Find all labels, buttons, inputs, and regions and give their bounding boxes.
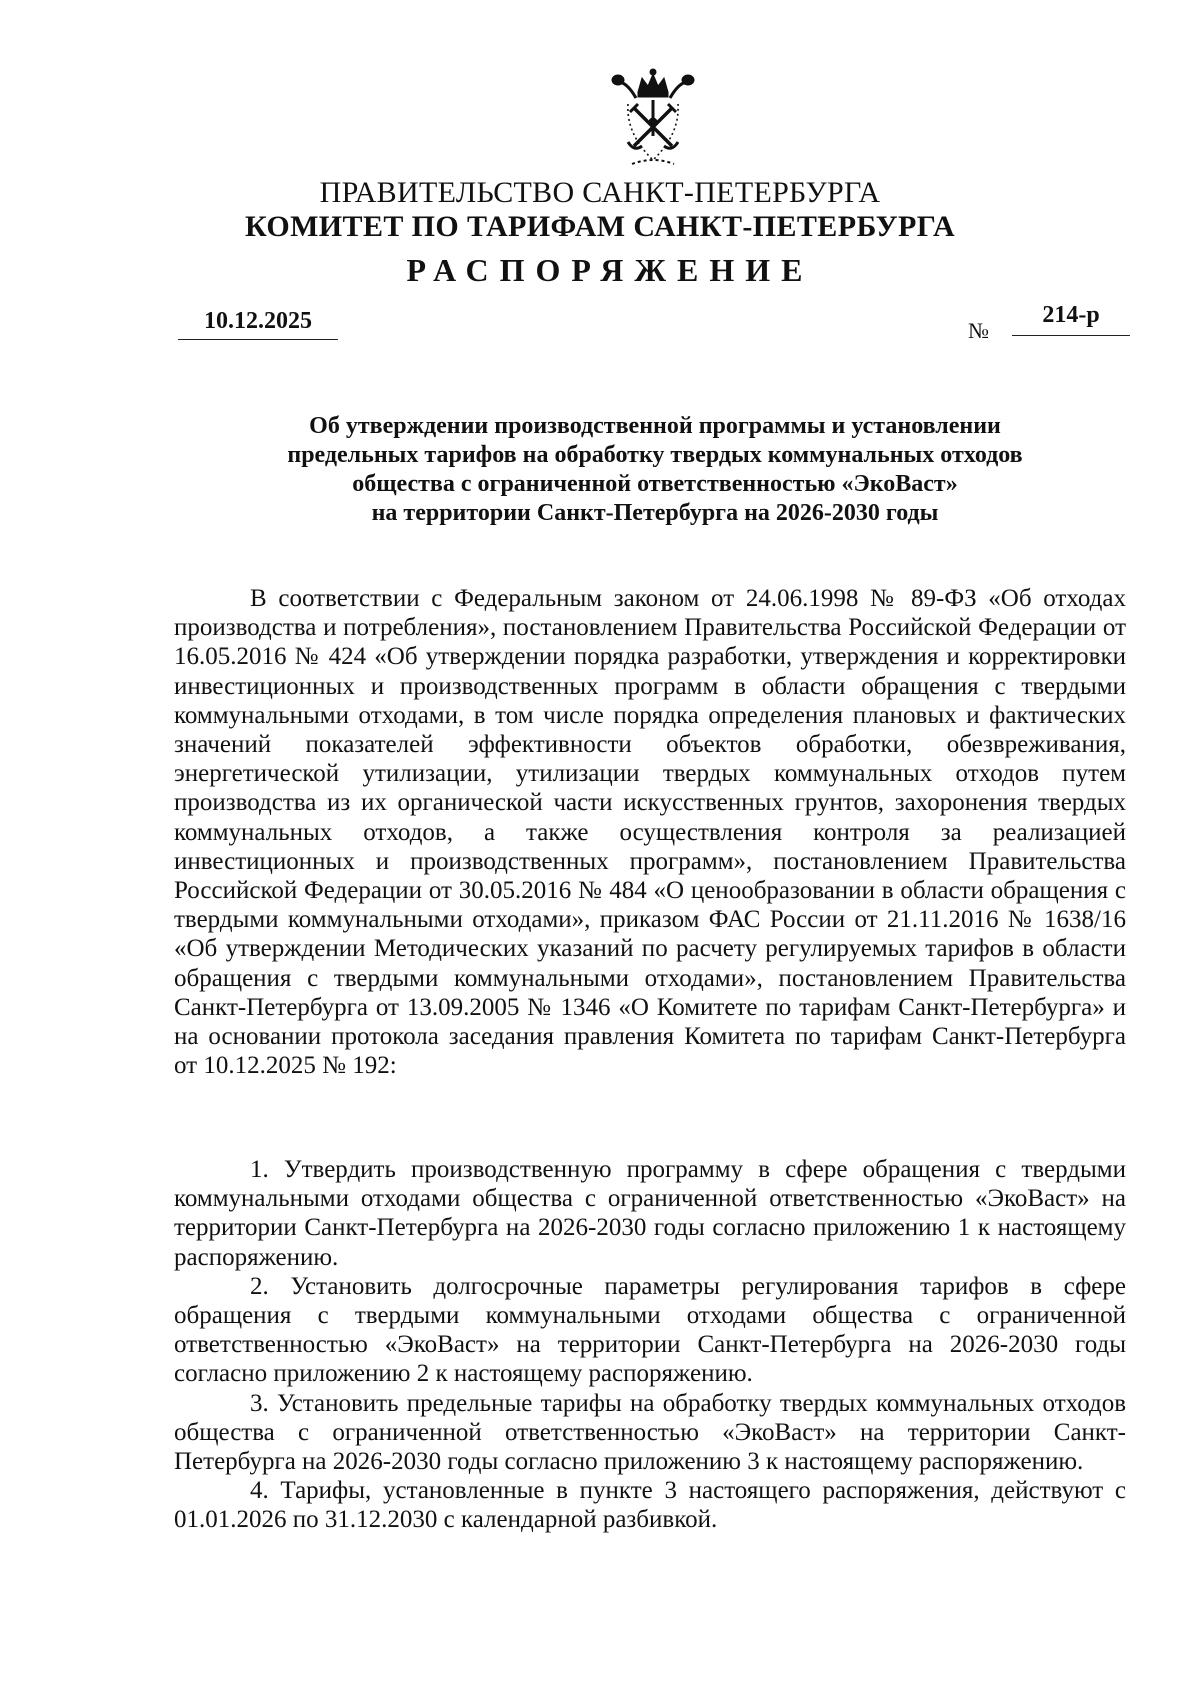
number-sign: №	[968, 318, 989, 343]
resolution-items	[174, 1155, 1126, 1535]
preamble-paragraph: В соответствии с Федеральным законом от 24.06.1998 № 89-ФЗ «Об отходах производства и потребления», постановлением Правительства Российской Федерации от 16.05.2016 № 424 «Об утверждении порядка разработки, утверждения и корректировки инвестиционных и производственных программ в области обращения с твердыми коммунальными отходами, в том числе порядка определения плановых и фактических значений показателей эффективности объектов обработки, обезвреживания, энергетической утилизации, утилизации твердых коммунальных отходов путем производства из их органической части искусственных грунтов, захоронения твердых коммунальных отходов, а также осуществления контроля за реализацией инвестиционных и производственных программ», постановлением Правительства Российской Федерации от 30.05.2016 № 484 «О ценообразовании в области обращения с твердыми коммунальными отходами», приказом ФАС России от 21.11.2016 № 1638/16 «Об утверждении Методических указаний по расчету регулируемых тарифов в области обращения с твердыми коммунальными отходами», постановлением Правительства Санкт-Петербурга от 13.09.2005 № 1346 «О Комитете по тарифам Санкт-Петербурга» и на основании протокола заседания правления Комитета по тарифам Санкт-Петербурга от 10.12.2025 № 192:	[174, 585, 1126, 1080]
government-name: ПРАВИТЕЛЬСТВО САНКТ-ПЕТЕРБУРГА	[319, 176, 881, 209]
title-line: предельных тарифов на обработку твердых коммунальных отходов	[287, 442, 1023, 468]
list-item: 4. Тарифы, установленные в пункте 3 настоящего распоряжения, действуют с 01.01.2026 по 31.12.2030 с календарной разбивкой.	[174, 1477, 1126, 1534]
document-type: РАСПОРЯЖЕНИЕ	[406, 252, 814, 288]
document-date: 10.12.2025	[178, 308, 338, 340]
list-item: 2. Установить долгосрочные параметры регулирования тарифов в сфере обращения с твердыми коммунальными отходами общества с ограниченной ответственностью «ЭкоВаст» на территории Санкт-Петербурга на 2026-2030 годы согласно приложению 2 к настоящему распоряжению.	[174, 1272, 1126, 1388]
title-line: на территории Санкт-Петербурга на 2026-2030 годы	[371, 500, 939, 526]
spb-coat-of-arms-icon	[598, 64, 708, 172]
committee-name: КОМИТЕТ ПО ТАРИФАМ САНКТ-ПЕТЕРБУРГА	[244, 210, 956, 243]
title-line: Об утверждении производственной программы и установлении	[309, 413, 1001, 439]
list-item: 3. Установить предельные тарифы на обработку твердых коммунальных отходов общества с ограниченной ответственностью «ЭкоВаст» на территории Санкт-Петербурга на 2026-2030 годы согласно приложению 3 к настоящему распоряжению.	[174, 1389, 1126, 1476]
title-line: общества с ограниченной ответственностью «ЭкоВаст»	[352, 471, 958, 497]
document-title	[180, 412, 1130, 528]
document-number-block	[968, 302, 1130, 342]
preamble-section	[174, 584, 1126, 1080]
document-number: 214-р	[1012, 302, 1130, 336]
list-item: 1. Утвердить производственную программу в сфере обращения с твердыми коммунальными отходами общества с ограниченной ответственностью «ЭкоВаст» на территории Санкт-Петербурга на 2026-2030 годы согласно приложению 1 к настоящему распоряжению.	[174, 1156, 1126, 1271]
